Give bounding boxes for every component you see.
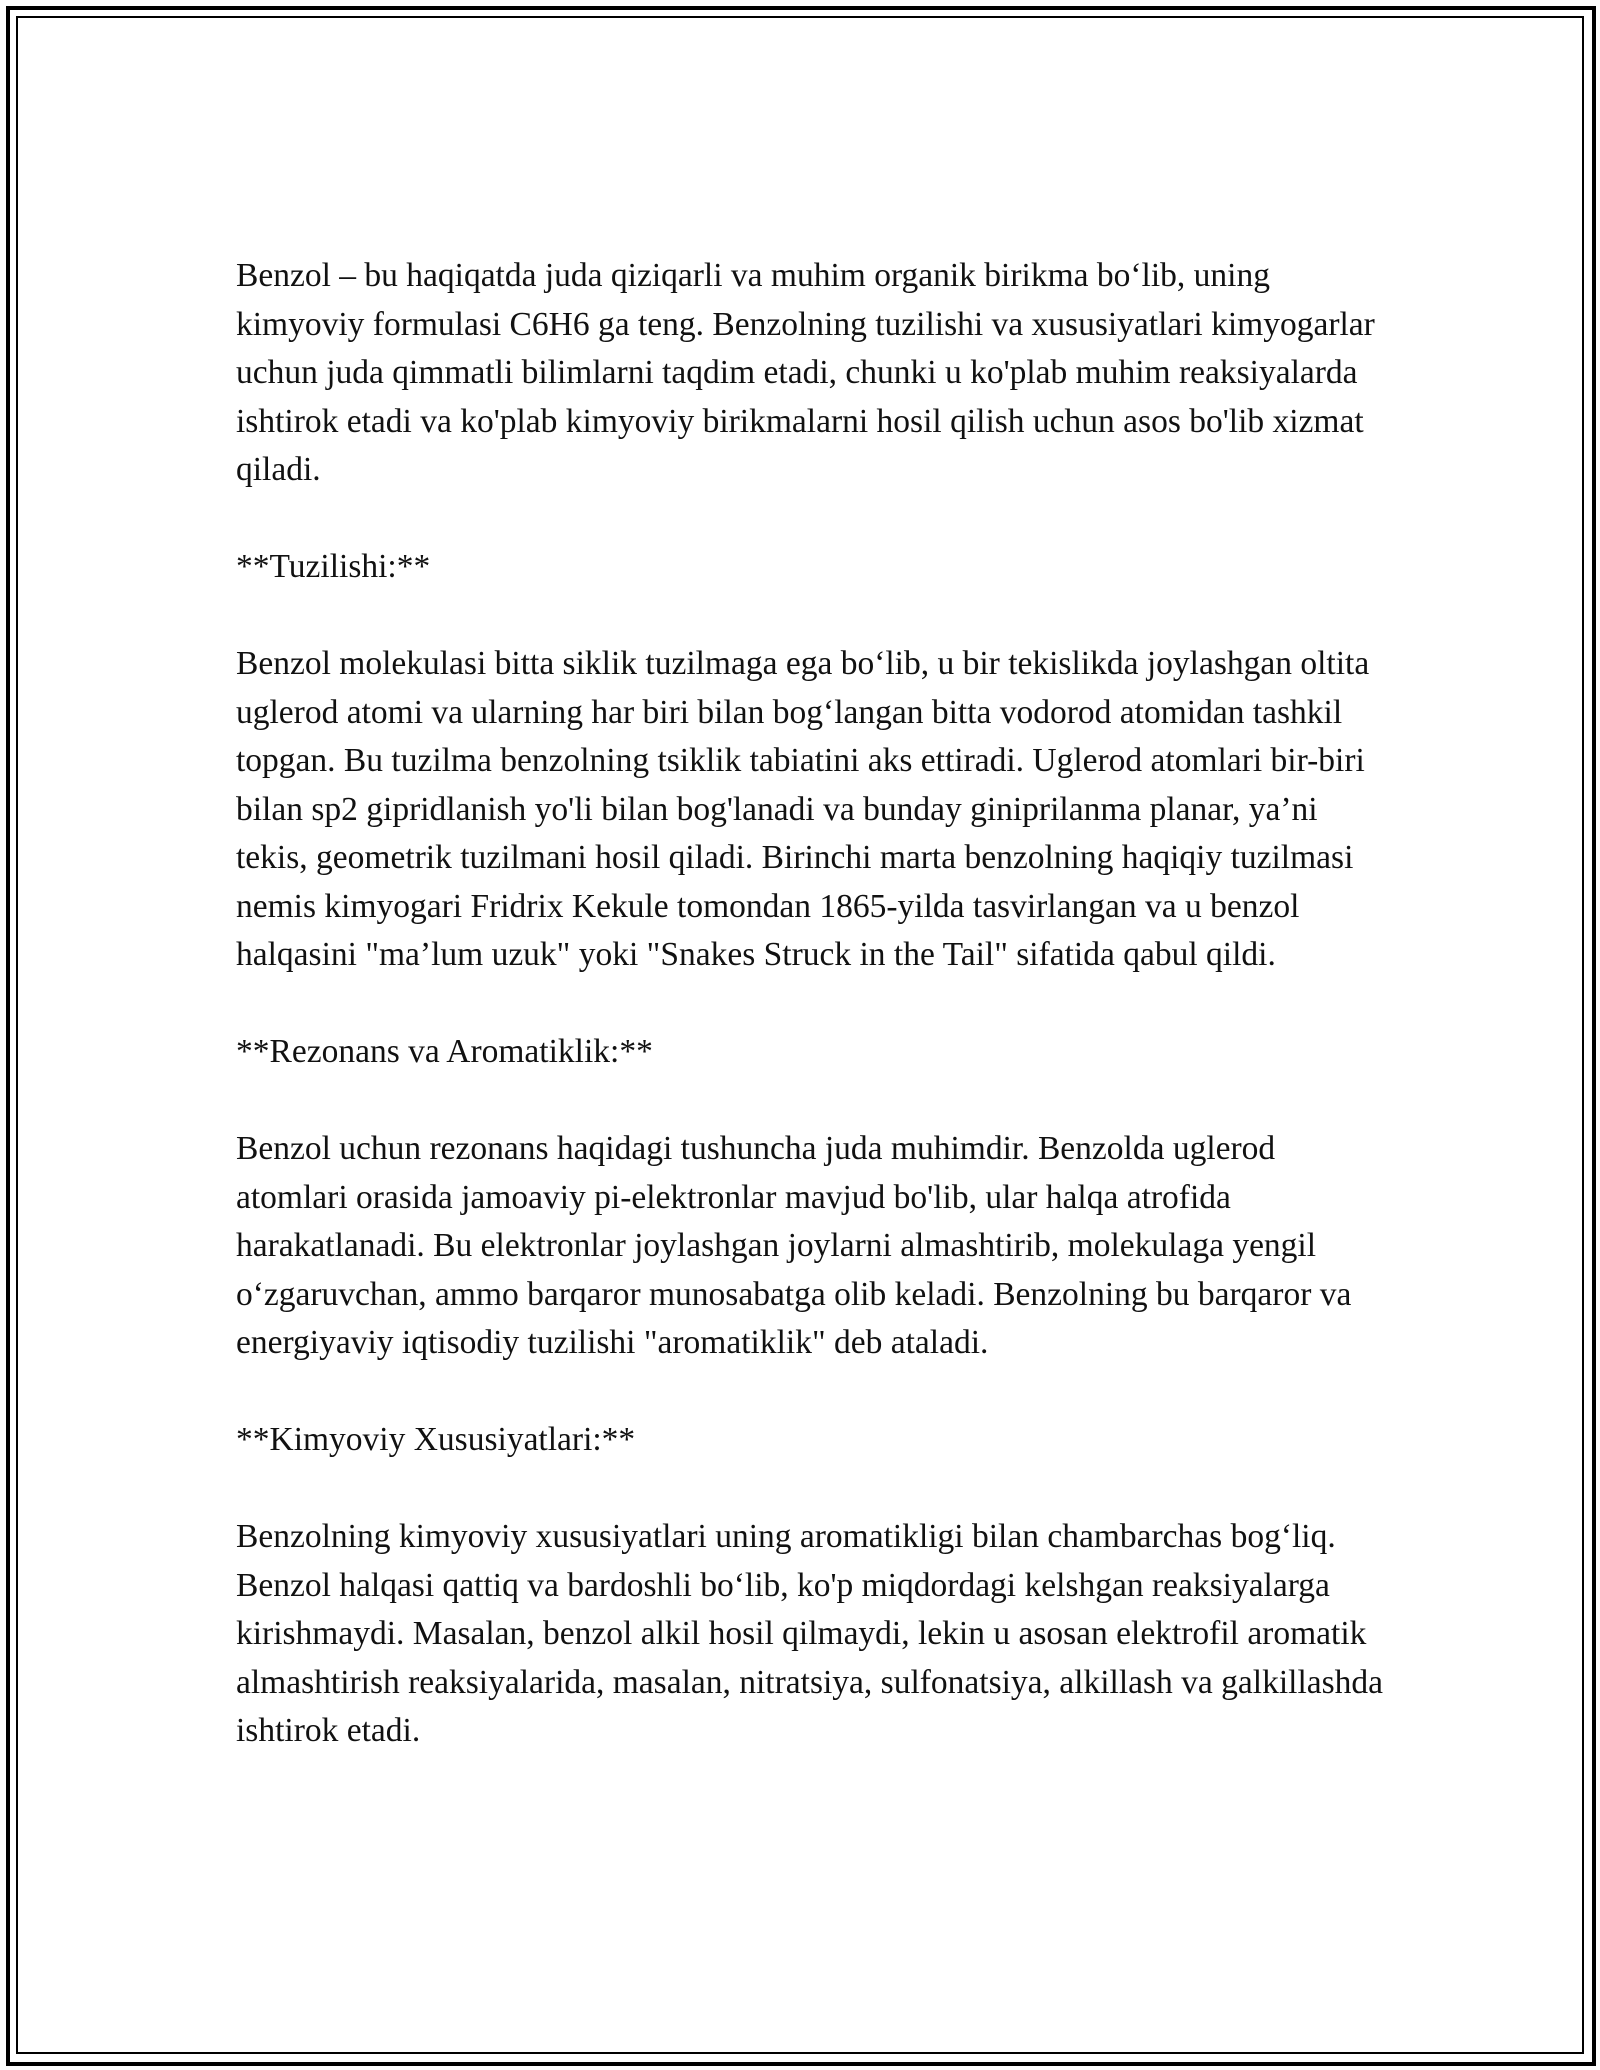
section-heading-resonance: **Rezonans va Aromatiklik:** — [236, 1033, 653, 1070]
section-heading-chemical-properties: **Kimyoviy Xususiyatlari:** — [236, 1421, 636, 1458]
section-heading-structure: **Tuzilishi:** — [236, 548, 431, 585]
document-body — [236, 252, 1386, 1756]
resonance-paragraph: Benzol uchun rezonans haqidagi tushuncha juda muhimdir. Benzolda uglerod atomlari orasida jamoaviy pi-elektronlar mavjud bo'lib, ular halqa atrofida harakatlanadi. Bu elektronlar joylashgan joylarni almashtirib, molekulaga yengil o‘zgaruvchan, ammo barqaror munosabatga olib keladi. Benzolning bu barqaror va energiyaviy iqtisodiy tuzilishi "aromatiklik" deb ataladi. — [236, 1130, 1352, 1361]
intro-paragraph: Benzol – bu haqiqatda juda qiziqarli va muhim organik birikma bo‘lib, uning kimyoviy formulasi C6H6 ga teng. Benzolning tuzilishi va xususiyatlari kimyogarlar uchun juda qimmatli bilimlarni taqdim etadi, chunki u ko'plab muhim reaksiyalarda ishtirok etadi va ko'plab kimyoviy birikmalarni hosil qilish uchun asos bo'lib xizmat qiladi. — [236, 257, 1375, 488]
chemical-properties-paragraph: Benzolning kimyoviy xususiyatlari uning aromatikligi bilan chambarchas bog‘liq. Benzol halqasi qattiq va bardoshli bo‘lib, ko'p miqdordagi kelshgan reaksiyalarga kirishmaydi. Masalan, benzol alkil hosil qilmaydi, lekin u asosan elektrofil aromatik almashtirish reaksiyalarida, masalan, nitratsiya, sulfonatsiya, alkillash va galkillashda ishtirok etadi. — [236, 1518, 1384, 1749]
structure-paragraph: Benzol molekulasi bitta siklik tuzilmaga ega bo‘lib, u bir tekislikda joylashgan oltita uglerod atomi va ularning har biri bilan bog‘langan bitta vodorod atomidan tashkil topgan. Bu tuzilma benzolning tsiklik tabiatini aks ettiradi. Uglerod atomlari bir-biri bilan sp2 gipridlanish yo'li bilan bog'lanadi va bunday giniprilanma planar, ya’ni tekis, geometrik tuzilmani hosil qiladi. Birinchi marta benzolning haqiqiy tuzilmasi nemis kimyogari Fridrix Kekule tomondan 1865-yilda tasvirlangan va u benzol halqasini "ma’lum uzuk" yoki "Snakes Struck in the Tail" sifatida qabul qildi. — [236, 645, 1370, 973]
